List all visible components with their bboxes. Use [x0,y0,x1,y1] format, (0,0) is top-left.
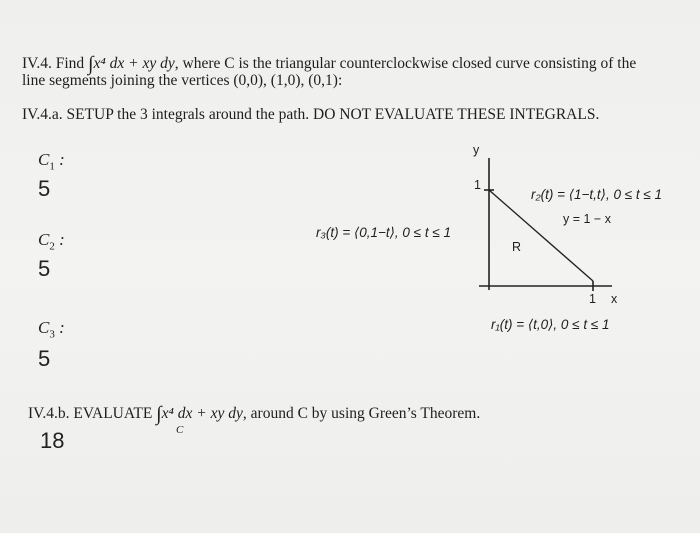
part-b-instructions [28,401,480,424]
part-b-suffix: , around C by using Green’s Theorem. [242,405,481,422]
part-a-instructions: IV.4.a. SETUP the 3 integrals around the path. DO NOT EVALUATE THESE INTEGRALS. [22,106,600,123]
hypotenuse-line [489,190,593,281]
region-label: R [512,240,522,254]
curve-index: 1 [49,160,55,173]
y-tick-label: 1 [474,178,481,192]
heading-suffix: , where C is the triangular counterclockwise closed curve consisting of the [174,55,637,72]
integral-symbol: ∫ [88,53,94,75]
curve-index: 2 [49,240,55,253]
x-axis-label: x [611,292,618,306]
y-axis-label: y [473,143,480,157]
r3-parametrization: r₃(t) = ⟨0,1−t⟩, 0 ≤ t ≤ 1 [316,225,451,240]
integral-subscript: C [176,424,184,436]
curve-answer-c2: 5 [38,256,51,281]
problem-heading-line2: line segments joining the vertices (0,0), (1,0), (0,1): [22,72,343,89]
x-tick-label: 1 [589,292,596,306]
curve-answer-c3: 5 [38,346,51,371]
heading-prefix: IV.4. Find [22,55,89,72]
curve-letter: C [38,230,50,249]
part-b-integrand: x⁴ dx + xy dy [161,405,243,422]
part-b-answer: 18 [40,428,65,453]
heading-integrand: x⁴ dx + xy dy [93,55,175,72]
r2-parametrization: r₂(t) = ⟨1−t,t⟩, 0 ≤ t ≤ 1 [531,187,663,202]
r1-parametrization: r₁(t) = ⟨t,0⟩, 0 ≤ t ≤ 1 [491,317,610,332]
curve-label-c2: $C_2$ : [38,230,65,253]
integral-symbol: ∫ [156,403,162,425]
curve-answer-c1: 5 [38,176,51,201]
curve-letter: C [38,150,50,169]
curve-letter: C [38,318,50,337]
part-b-prefix: IV.4.b. EVALUATE [28,405,157,422]
curve-label-c1: $C_1$ : [38,150,65,173]
curve-label-c3: $C_3$ : [38,318,65,341]
curve-index: 3 [49,328,55,341]
line-equation-label: y = 1 − x [563,212,611,226]
